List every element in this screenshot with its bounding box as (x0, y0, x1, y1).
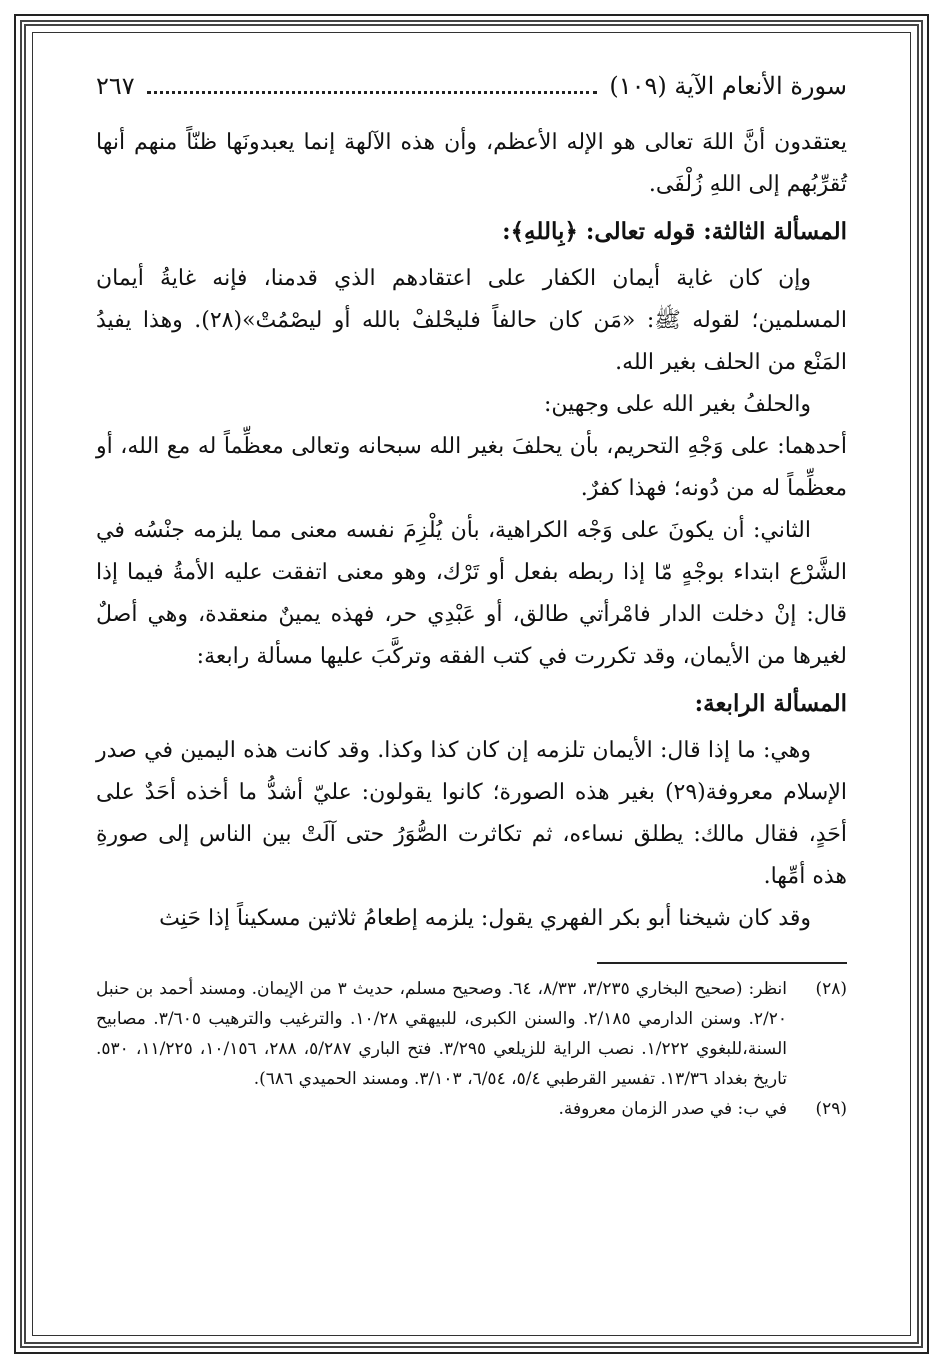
page-number: ٢٦٧ (96, 72, 135, 100)
paragraph-1: يعتقدون أنَّ اللهَ تعالى هو الإله الأعظم، وأن هذه الآلهة إنما يعبدونَها ظنّاً منهم أنها تُقرِّبُهم إلى اللهِ زُلْفَى. (96, 130, 847, 197)
paragraph-4: أحدهما: على وَجْهِ التحريم، بأن يحلفَ بغير الله سبحانه وتعالى معظِّماً له مع الله، أو معظِّماً له من دُونه؛ فهذا كفرٌ. (96, 434, 847, 501)
header-dotted-leader (147, 79, 598, 94)
paragraph-2: وإن كان غاية أيمان الكفار على اعتقادهم الذي قدمنا، فإنه غايةُ أيمان المسلمين؛ لقوله ﷺ: «مَن كان حالفاً فليحْلفْ بالله أو ليصْمُتْ»(٢٨). وهذا يفيدُ المَنْع من الحلف بغير الله. (96, 266, 847, 375)
footnote-number: (٢٩) (815, 1099, 847, 1119)
footnote-text: في ب: في صدر الزمان معروفة. (558, 1099, 787, 1119)
paragraph-6: وهي: ما إذا قال: الأيمان تلزمه إن كان كذا وكذا. وقد كانت هذه اليمين في صدر الإسلام معروفة(٢٩) بغير هذه الصورة؛ كانوا يقولون: عليّ أشدُّ ما أخذه أحَدٌ على أحَدٍ، فقال مالك: يطلق نساءه، ثم تكاثرت الصُّوَرُ حتى آلَتْ بين الناس إلى صورةِ هذه أمِّها. (96, 738, 847, 889)
footnote-text: انظر: (صحيح البخاري ٣/٢٣٥، ٨/٣٣، ٦٤. وصحيح مسلم، حديث ٣ من الإيمان. ومسند أحمد بن حنبل ٢/٢٠. وسنن الدارمي ٢/١٨٥. والسنن الكبرى، للبيهقي ١٠/٢٨. والترغيب والترهيب ٣/٦٠٥. مصابيح السنة،للبغوي ١/٢٢٢. نصب الراية للزيلعي ٣/٢٩٥. فتح الباري ٥/٢٨٧، ٢٨٨، ١٠/١٥٦، ١١/٢٢٥، ٥٣٠. تاريخ بغداد ١٣/٣٦. تفسير القرطبي ٥/٤، ٦/٥٤، ٣/١٠٣. ومسند الحميدي ٦٨٦). (96, 979, 788, 1089)
paragraph-5: الثاني: أن يكونَ على وَجْه الكراهية، بأن يُلْزِمَ نفسه معنى مما يلزمه جنْسُه في الشَّرْع ابتداء بوجْهٍ مّا إذا ربطه بفعل أو تَرْك، وهو معنى اتفقت عليه الأمةُ فيما إذا قال: إنْ دخلت الدار فامْرأتي طالق، أو عَبْدِي حر، فهذه يمينٌ منعقدة، وهي أصلٌ لغيرها من الأيمان، وقد تكررت في كتب الفقه وتركَّبَ عليها مسألة رابعة: (96, 518, 847, 669)
heading-third-issue: المسألة الثالثة: قوله تعالى: ﴿بِاللهِ﴾: (502, 218, 847, 245)
footnote (96, 1094, 847, 1124)
page-content (96, 72, 847, 1124)
footnote-number: (٢٨) (815, 979, 847, 999)
paragraph-7: وقد كان شيخنا أبو بكر الفهري يقول: يلزمه إطعامُ ثلاثين مسكيناً إذا حَنِث (159, 906, 811, 931)
footnote-separator (597, 962, 847, 964)
heading-fourth-issue: المسألة الرابعة: (694, 690, 847, 717)
running-header (96, 72, 847, 100)
paragraph-3: والحلفُ بغير الله على وجهين: (544, 392, 811, 417)
footnote (96, 974, 847, 1094)
header-title: سورة الأنعام الآية (١٠٩) (609, 72, 847, 100)
